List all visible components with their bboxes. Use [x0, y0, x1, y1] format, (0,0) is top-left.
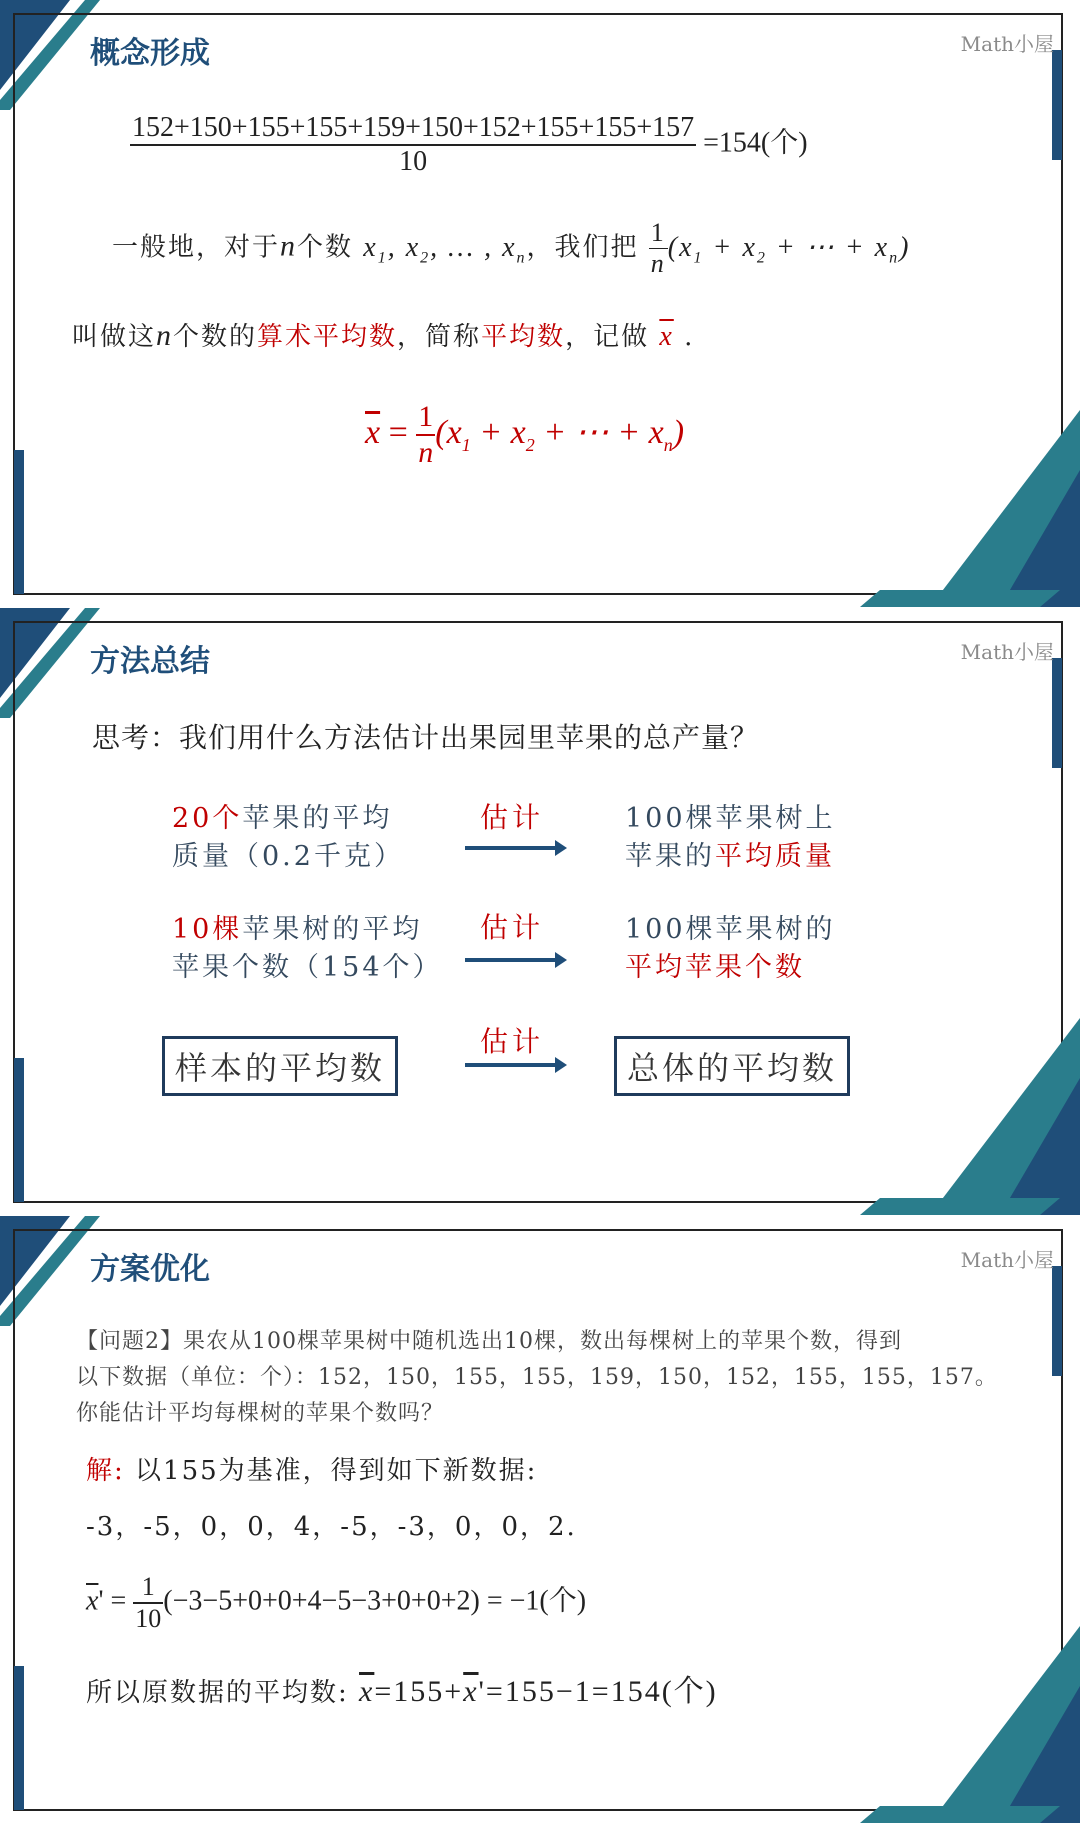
problem-statement: [76, 1324, 1036, 1432]
row2-left: [172, 911, 443, 987]
new-data: -3，-5，0，0，4，-5，-3，0，0，2.: [86, 1512, 577, 1542]
slide-title: 概念形成: [90, 36, 210, 71]
definition-line-1: [112, 218, 910, 279]
text: 苹果树的平均: [242, 914, 423, 945]
text: 【问题2】果农从100棵苹果树中随机选出10棵，数出每棵树上的苹果个数，得到: [76, 1329, 902, 1354]
sample-mean-box: 样本的平均数: [162, 1036, 398, 1096]
text: 一般地，对于: [112, 232, 281, 263]
text: 个数: [297, 232, 354, 263]
one-over-n: $\frac{1}{n}$: [650, 218, 666, 278]
text: 叫做这: [72, 322, 157, 352]
text: 100棵苹果树的: [625, 914, 836, 945]
row1-right: [625, 800, 836, 876]
xbar-prime-formula: $\overline{x}'$ = $\frac{1}{10}$ (−3−5+0+0+4−5−3+0+0+2) = −1(个): [86, 1572, 587, 1633]
sum-denominator: 10: [399, 146, 428, 177]
slide-concept: [0, 0, 1080, 607]
n-symbol: n: [280, 229, 298, 263]
text: 苹果个数（154个）: [172, 952, 443, 983]
xbar-symbol: $\overline{x}$: [659, 321, 674, 352]
definition-line-2: [72, 316, 694, 353]
question: 思考：我们用什么方法估计出果园里苹果的总产量？: [92, 721, 760, 754]
text: ，简称: [397, 322, 482, 352]
arrow-icon: [465, 958, 557, 962]
expression: '=155−1=154(个): [478, 1675, 718, 1708]
text: .: [684, 322, 695, 352]
watermark: Math小屋: [960, 32, 1054, 56]
sum-expression: ($x_1 + x_2$ + ⋯ + $x_n$): [667, 231, 911, 267]
slide-title: 方案优化: [90, 1252, 210, 1287]
sequence-x1-xn: $x_1$, $x_2$, … , $x_n$: [363, 231, 527, 267]
text: 个数的: [173, 322, 258, 352]
arrow-icon: [465, 846, 557, 850]
estimate-label: 估计: [480, 911, 545, 944]
sum-result: =154(个): [703, 127, 808, 159]
text: 苹果的平均: [242, 803, 393, 834]
text: 所以原数据的平均数:: [86, 1678, 349, 1708]
population-mean-box: 总体的平均数: [614, 1036, 850, 1096]
text: ，我们把: [526, 232, 639, 263]
row1-left: [172, 800, 404, 876]
watermark: Math小屋: [960, 640, 1054, 664]
mean-formula: $\overline{x}$ = $\frac{1}{n}$ ($x_1 + x_2$ + ⋯ + $x_n$): [365, 400, 685, 469]
row2-right: [625, 911, 836, 987]
expression: (−3−5+0+0+4−5−3+0+0+2) = −1(个): [163, 1585, 587, 1617]
slide-frame: [0, 0, 1080, 607]
denominator: 10: [135, 1604, 162, 1633]
slide-method-summary: [0, 608, 1080, 1215]
watermark: Math小屋: [960, 1248, 1054, 1272]
highlight: 10棵: [172, 914, 243, 945]
solution-label: 解:: [86, 1456, 125, 1486]
highlight: 20个: [172, 803, 243, 834]
term-mean: 平均数: [481, 322, 566, 352]
term-arithmetic-mean: 算术平均数: [257, 322, 398, 352]
text: 以155为基准，得到如下新数据:: [135, 1456, 538, 1486]
solution-intro: [86, 1450, 537, 1487]
highlight: 平均质量: [715, 841, 835, 872]
text: 质量（0.2千克）: [172, 841, 404, 872]
n-symbol: n: [156, 319, 174, 352]
sum-fraction: [130, 112, 808, 178]
estimate-label: 估计: [480, 1025, 545, 1058]
text: 100棵苹果树上: [625, 803, 836, 834]
text: 你能估计平均每棵树的苹果个数吗？: [76, 1401, 445, 1426]
slide-scheme-optimization: [0, 1216, 1080, 1823]
text: 苹果的: [625, 841, 715, 872]
conclusion: 所以原数据的平均数: $\overline{x}=155+\overline{x}'=155-1=154$(个): [86, 1675, 718, 1708]
slide-title: 方法总结: [90, 644, 210, 679]
highlight: 平均苹果个数: [625, 952, 805, 983]
text: 以下数据（单位：个）：152，150，155，155，159，150，152，155，155，157。: [76, 1365, 998, 1390]
expression: =155+: [374, 1675, 464, 1708]
text: ，记做: [565, 322, 650, 352]
estimate-label: 估计: [480, 801, 545, 834]
arrow-icon: [465, 1063, 557, 1067]
sum-numerator: 152+150+155+155+159+150+152+155+155+157: [130, 112, 696, 146]
